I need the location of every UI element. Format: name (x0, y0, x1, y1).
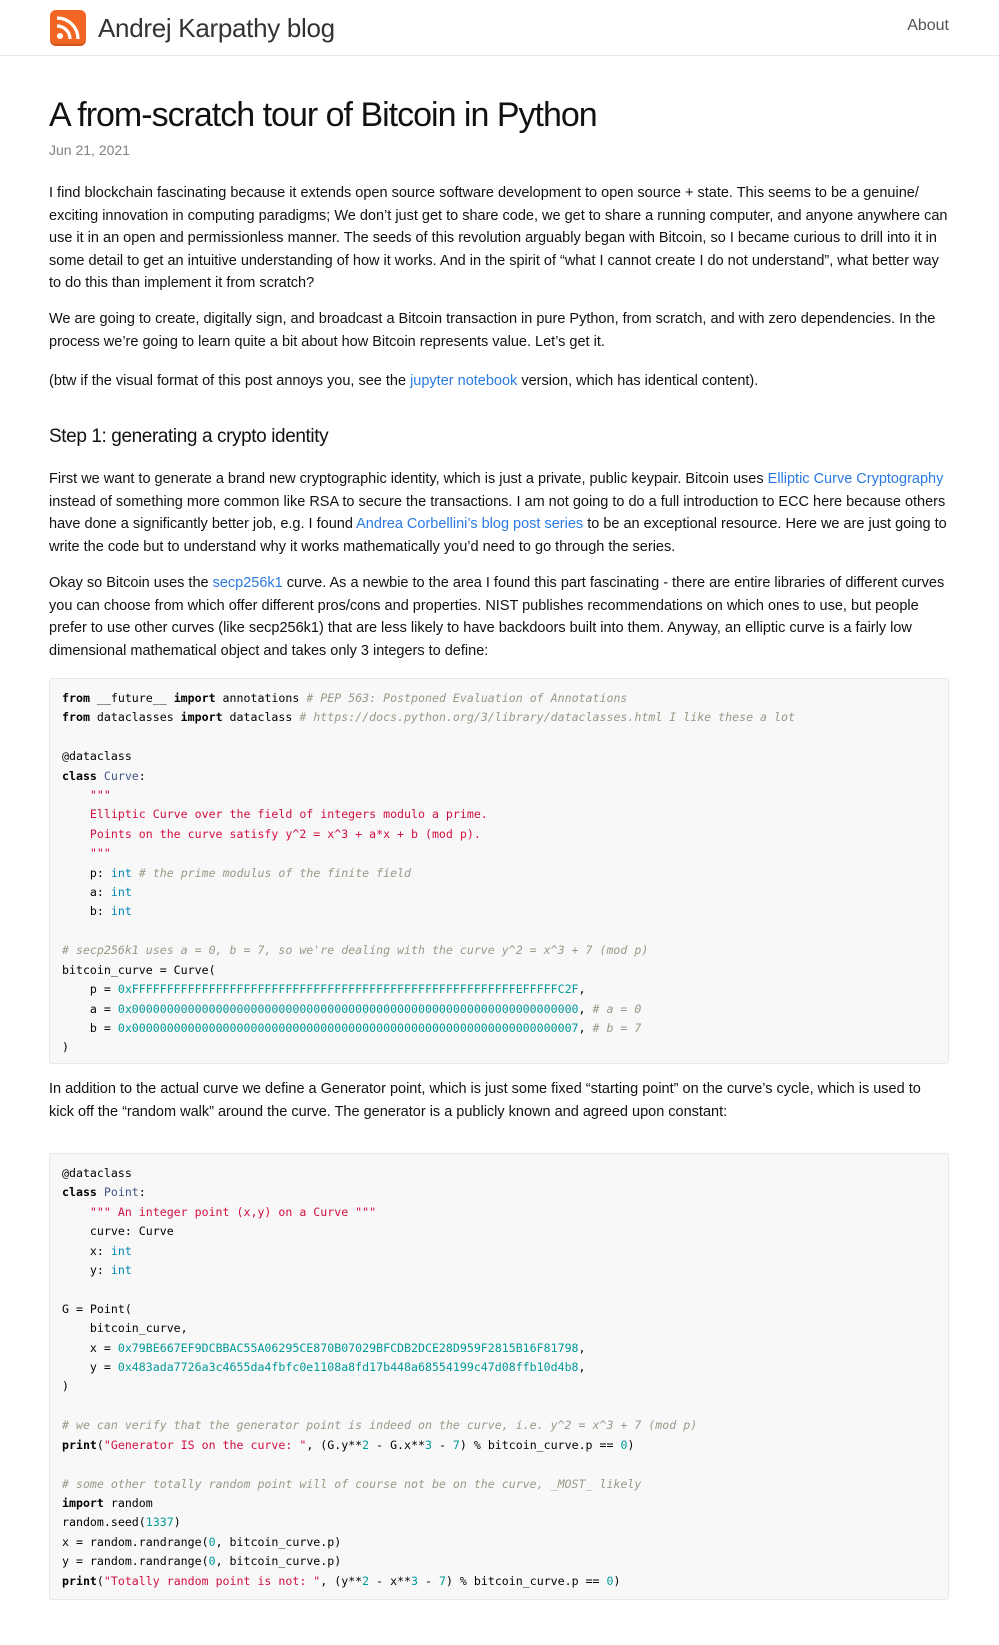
code-number: 0x483ada7726a3c4655da4fbfc0e1108a8fd17b448a68554199c47d08ffb10d4b8 (117, 1360, 579, 1375)
secp256k1-link[interactable]: secp256k1 (212, 575, 283, 591)
intro-paragraph-1: I find blockchain fascinating because it extends open source software development to open source + state. This seems to be a genuine/ exciting innovation in computing paradigms; We don’t just get to share code, we get to share a running computer, and anyone anywhere can use it in an open and permissionless manner. The seeds of this revolution arguably began with Bitcoin, so I became curious to drill into it in some detail to get an intuitive understanding of how it works. And in the spirit of “what I cannot create I do not understand”, what better way to do this than implement it from scratch? (49, 185, 948, 291)
text-segment: Okay so Bitcoin uses the (49, 575, 213, 591)
step1-heading: Step 1: generating a crypto identity (49, 426, 329, 447)
code-number: 0xFFFFFFFFFFFFFFFFFFFFFFFFFFFFFFFFFFFFFFFFFFFFFFFFFFFFFFFEFFFFFC2F (117, 982, 579, 997)
site-brand[interactable] (50, 10, 335, 46)
text-segment: curve. As a newbie to the area I found this part fascinating - there are entire libraries of different curves you can choose from which offer different pros/cons and properties. NIST publishes recommendations on which ones to use, but people prefer to use other curves (like secp256k1) that are less likely to have backdoors built into them. Anyway, an elliptic curve is a fairly low dimensional mathematical object and takes only 3 integers to define: (49, 575, 945, 659)
code-docstring: Points on the curve satisfy y^2 = x^3 + a*x + b (mod p). (89, 826, 481, 841)
intro-paragraph-2: We are going to create, digitally sign, and broadcast a Bitcoin transaction in pure Python, from scratch, and with zero dependencies. In the process we’re going to learn quite a bit about how Bitcoin represents value. Let’s get it. (49, 311, 936, 350)
text-segment: version, which has identical content). (517, 373, 759, 389)
code-number: 0x0000000000000000000000000000000000000000000000000000000000000000 (117, 1001, 579, 1016)
text-segment: First we want to generate a brand new cryptographic identity, which is just a private, public keypair. Bitcoin uses (49, 471, 768, 487)
code-comment: # a = 0 (592, 1001, 642, 1016)
text-segment: instead of something more common like RSA to secure the transactions. I am not going to do a full introduction to ECC here because others have done a significantly better job, e.g. I found (49, 493, 946, 532)
post (49, 90, 949, 1588)
code-string: "Totally random point is not: " (103, 1573, 321, 1588)
step1-paragraph-1 (49, 468, 949, 558)
step1-paragraph-3: In addition to the actual curve we define a Generator point, which is just some fixed “starting point” on the curve’s cycle, which is used to kick off the “random walk” around the curve. The generator is a publicly known and agreed upon constant: (49, 1081, 921, 1120)
code-comment: # https://docs.python.org/3/library/dataclasses.html I like these a lot (299, 710, 795, 725)
corbellini-link[interactable]: Andrea Corbellini’s blog post series (356, 516, 584, 532)
code-comment: # we can verify that the generator point is indeed on the curve, i.e. y^2 = x^3 + 7 (mod p) (62, 1418, 698, 1433)
text-segment: to be an exceptional resource. Here we are just going to write the code but to understand why it works mathematically you’d need to go through the series. (49, 516, 947, 555)
code-number: 1337 (145, 1515, 174, 1530)
text-segment: (btw if the visual format of this post annoys you, see the (49, 373, 411, 389)
site-title[interactable]: Andrej Karpathy blog (98, 12, 335, 43)
post-date: Jun 21, 2021 (49, 142, 130, 158)
code-block-generator: @dataclass class Point: """ An integer point (x,y) on a Curve """ curve: Curve x: int y: int G = Point( bitcoin_curve, x = 0x79BE667EF9DCBBAC55A06295CE870B07029BFCDB2DCE28D959F2815B16F81798, y = 0x483ada7726a3c4655da4fbfc0e1108a8fd17b448a68554199c47d08ffb10d4b8, ) # we can verify that the generator point is indeed on the curve, i.e. y^2 = x^3 + 7 (mod p) print("Generator IS on the curve: ", (G.y**2 - G.x**3 - 7) % bitcoin_curve.p == 0) # some other totally random point will of course not be on the curve, _MOST_ likely import random random.seed(1337) x = random.randrange(0, bitcoin_curve.p) y = random.randrange(0, bitcoin_curve.p) print("Totally random point is not: ", (y**2 - x**3 - 7) % bitcoin_curve.p == 0) (49, 1153, 949, 1600)
ecc-link[interactable]: Elliptic Curve Cryptography (767, 471, 944, 487)
nav-about-link[interactable]: About (907, 17, 949, 34)
code-docstring: """ An integer point (x,y) on a Curve """ (89, 1204, 377, 1219)
code-comment: # the prime modulus of the finite field (138, 865, 412, 880)
post-title: A from-scratch tour of Bitcoin in Python (49, 96, 597, 134)
step1-paragraph-2 (49, 572, 949, 662)
code-number: 0x0000000000000000000000000000000000000000000000000000000000000007 (117, 1020, 579, 1035)
code-docstring: Elliptic Curve over the field of integers modulo a prime. (89, 807, 488, 822)
rss-icon (50, 10, 86, 46)
code-block-curve: from __future__ import annotations # PEP 563: Postponed Evaluation of Annotations from dataclasses import dataclass # https://docs.python.org/3/library/dataclasses.html I like these a lot @dataclass class Curve: """ Elliptic Curve over the field of integers modulo a prime. Points on the curve satisfy y^2 = x^3 + a*x + b (mod p). """ p: int # the prime modulus of the finite field a: int b: int # secp256k1 uses a = 0, b = 7, so we're dealing with the curve y^2 = x^3 + 7 (mod p) bitcoin_curve = Curve( p = 0xFFFFFFFFFFFFFFFFFFFFFFFFFFFFFFFFFFFFFFFFFFFFFFFFFFFFFFFEFFFFFC2F, a = 0x0000000000000000000000000000000000000000000000000000000000000000, # a = 0 b = 0x0000000000000000000000000000000000000000000000000000000000000007, # b = 7 ) (49, 678, 949, 1064)
code-comment: # some other totally random point will of course not be on the curve, _MOST_ likely (62, 1476, 642, 1491)
site-header (0, 0, 999, 56)
code-string: "Generator IS on the curve: " (103, 1437, 307, 1452)
code-comment: # PEP 563: Postponed Evaluation of Annotations (306, 691, 628, 705)
code-number: 0x79BE667EF9DCBBAC55A06295CE870B07029BFCDB2DCE28D959F2815B16F81798 (117, 1340, 579, 1355)
code-comment: # secp256k1 uses a = 0, b = 7, so we're dealing with the curve y^2 = x^3 + 7 (mod p) (62, 943, 649, 958)
code-comment: # b = 7 (592, 1020, 642, 1035)
intro-paragraph-3 (49, 370, 949, 393)
jupyter-notebook-link[interactable]: jupyter notebook (410, 373, 518, 389)
